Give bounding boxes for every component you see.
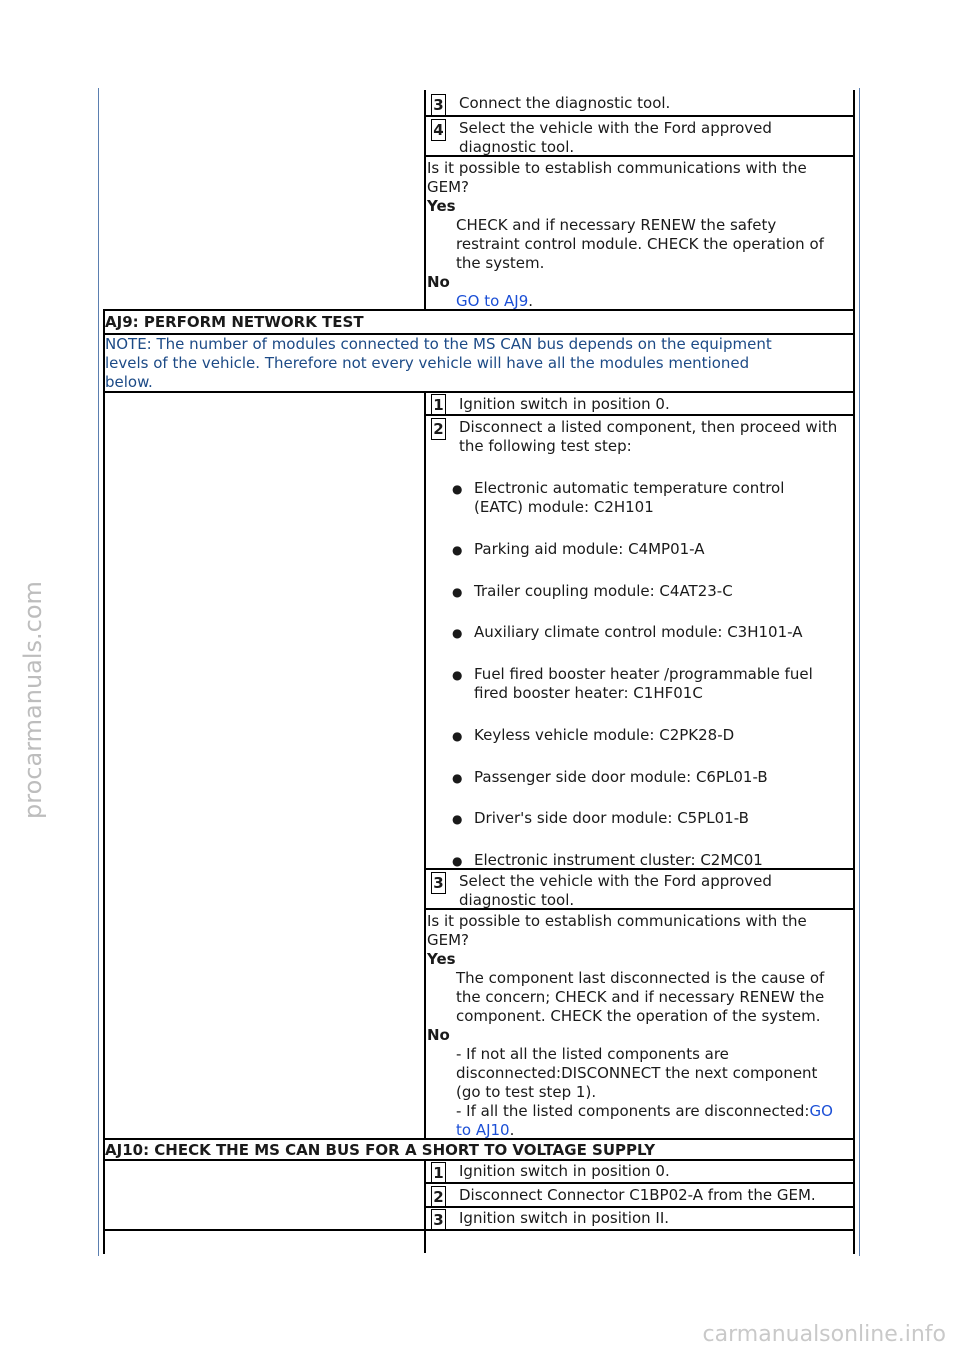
step-number: 1 xyxy=(431,394,446,416)
question-text: GEM? xyxy=(427,931,470,949)
period: . xyxy=(528,292,534,310)
no-text-part: - If all the listed components are disconnected: xyxy=(456,1102,810,1120)
goto-aj10-link[interactable]: to AJ10 xyxy=(456,1121,510,1139)
list-item: Keyless vehicle module: C2PK28-D xyxy=(474,726,735,744)
yes-text: The component last disconnected is the cause of xyxy=(456,969,825,987)
step-text: the following test step: xyxy=(459,437,632,455)
no-text: disconnected:DISCONNECT the next component xyxy=(456,1064,818,1082)
list-item: Electronic automatic temperature control xyxy=(474,479,785,497)
list-item: Electronic instrument cluster: C2MC01 xyxy=(474,851,763,869)
step-number: 3 xyxy=(431,872,446,894)
row-rule xyxy=(103,391,854,393)
list-item: Fuel fired booster heater /programmable fuel xyxy=(474,665,813,683)
no-label: No xyxy=(427,1026,450,1044)
goto-aj9-link[interactable]: GO to AJ9 xyxy=(456,292,529,310)
col-divider-1 xyxy=(424,90,426,310)
row-rule xyxy=(103,1229,854,1231)
no-text xyxy=(456,292,533,311)
step-text: Ignition switch in position 0. xyxy=(459,395,670,413)
list-item: (EATC) module: C2H101 xyxy=(474,498,654,516)
question-text: Is it possible to establish communications with the xyxy=(427,159,807,177)
col-divider-2 xyxy=(424,392,426,1139)
row-rule xyxy=(426,1206,854,1208)
bullet-icon: ● xyxy=(452,543,463,557)
left-margin-rule xyxy=(98,88,99,1256)
table-right-border xyxy=(853,90,855,1254)
list-item: Driver's side door module: C5PL01-B xyxy=(474,809,749,827)
step-number: 2 xyxy=(431,1186,446,1208)
bullet-icon: ● xyxy=(452,854,463,868)
bullet-icon: ● xyxy=(452,771,463,785)
no-text: (go to test step 1). xyxy=(456,1083,597,1101)
step-text: diagnostic tool. xyxy=(459,891,575,909)
bullet-icon: ● xyxy=(452,482,463,496)
step-text: Connect the diagnostic tool. xyxy=(459,94,671,112)
step-text: diagnostic tool. xyxy=(459,138,575,156)
no-text xyxy=(456,1102,833,1121)
bullet-icon: ● xyxy=(452,585,463,599)
list-item: Trailer coupling module: C4AT23-C xyxy=(474,582,733,600)
note-text: levels of the vehicle. Therefore not every vehicle will have all the modules mentioned xyxy=(105,354,750,372)
no-label: No xyxy=(427,273,450,291)
step-number: 2 xyxy=(431,418,446,440)
section-heading-aj9: AJ9: PERFORM NETWORK TEST xyxy=(105,313,364,331)
step-text: Ignition switch in position II. xyxy=(459,1209,670,1227)
step-text: Select the vehicle with the Ford approved xyxy=(459,872,772,890)
bottom-watermark: carmanualsonline.info xyxy=(702,1322,946,1347)
row-rule xyxy=(426,414,854,416)
question-text: GEM? xyxy=(427,178,470,196)
yes-text: CHECK and if necessary RENEW the safety xyxy=(456,216,777,234)
side-watermark: procarmanuals.com xyxy=(19,581,47,819)
yes-label: Yes xyxy=(427,197,456,215)
bullet-icon: ● xyxy=(452,626,463,640)
section-heading-aj10: AJ10: CHECK THE MS CAN BUS FOR A SHORT TO VOLTAGE SUPPLY xyxy=(105,1141,656,1159)
step-number: 3 xyxy=(431,1209,446,1231)
bullet-icon: ● xyxy=(452,668,463,682)
list-item: Parking aid module: C4MP01-A xyxy=(474,540,705,558)
no-text xyxy=(456,1121,514,1140)
yes-text: the concern; CHECK and if necessary RENEW the xyxy=(456,988,825,1006)
note-text: below. xyxy=(105,373,153,391)
table-left-border xyxy=(103,309,105,1254)
step-number: 1 xyxy=(431,1162,446,1184)
no-text: - If not all the listed components are xyxy=(456,1045,729,1063)
step-number: 4 xyxy=(431,119,446,141)
yes-text: the system. xyxy=(456,254,545,272)
right-margin-rule xyxy=(859,88,860,1256)
bullet-icon: ● xyxy=(452,729,463,743)
question-text: Is it possible to establish communications with the xyxy=(427,912,807,930)
bullet-icon: ● xyxy=(452,812,463,826)
yes-text: component. CHECK the operation of the system. xyxy=(456,1007,821,1025)
yes-label: Yes xyxy=(427,950,456,968)
step-text: Select the vehicle with the Ford approved xyxy=(459,119,772,137)
row-rule xyxy=(426,115,854,117)
step-text: Ignition switch in position 0. xyxy=(459,1162,670,1180)
step-number: 3 xyxy=(431,94,446,116)
list-item: Auxiliary climate control module: C3H101-A xyxy=(474,623,803,641)
list-item: fired booster heater: C1HF01C xyxy=(474,684,703,702)
list-item: Passenger side door module: C6PL01-B xyxy=(474,768,768,786)
step-text: Disconnect Connector C1BP02-A from the GEM. xyxy=(459,1186,816,1204)
step-text: Disconnect a listed component, then proceed with xyxy=(459,418,838,436)
yes-text: restraint control module. CHECK the operation of xyxy=(456,235,824,253)
row-rule xyxy=(426,1182,854,1184)
note-text: NOTE: The number of modules connected to the MS CAN bus depends on the equipment xyxy=(105,335,772,353)
period: . xyxy=(509,1121,515,1139)
goto-aj10-link[interactable]: GO xyxy=(809,1102,833,1120)
